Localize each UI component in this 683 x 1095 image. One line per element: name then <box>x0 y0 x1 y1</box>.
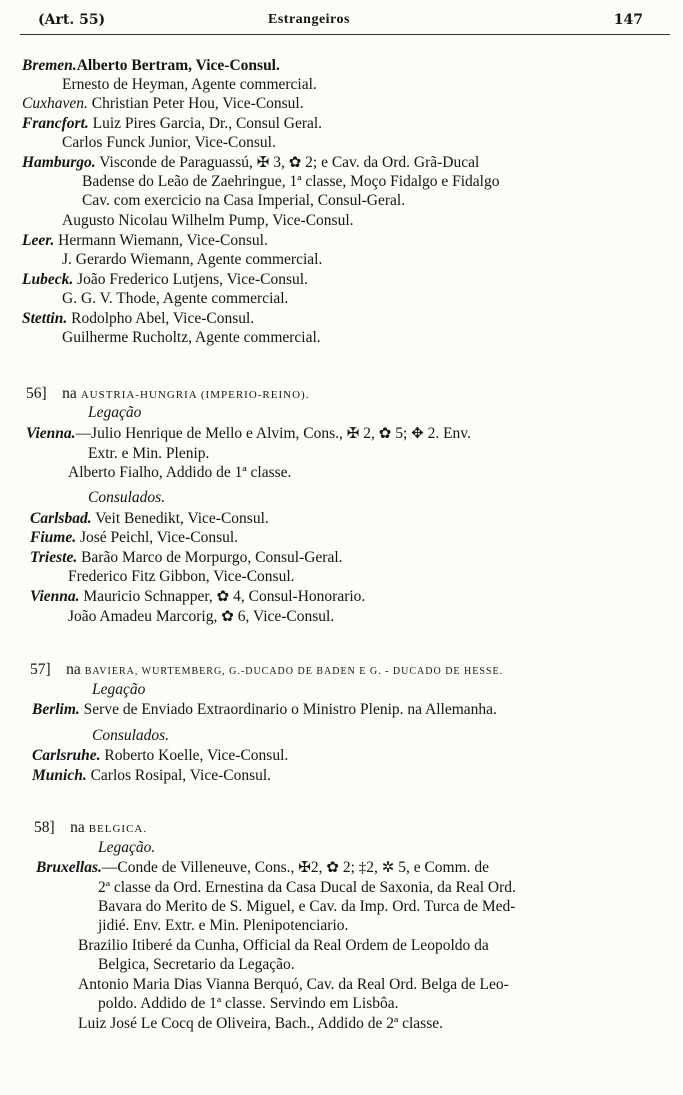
order-rose-icon: ✿ <box>378 426 392 442</box>
entry-vienna-consul <box>30 587 365 607</box>
entry-line: Alberto Fialho, Addido de 1ª classe. <box>68 464 292 481</box>
entry-line: Bavara do Merito de S. Miguel, e Cav. da Imp. Ord. Turca de Med- <box>98 898 516 915</box>
subheading-legacao: Legação <box>88 404 142 421</box>
order-cross-icon: ✠ <box>346 426 360 442</box>
city-label: Vienna. <box>30 588 80 605</box>
entry-text: José Peichl, Vice-Consul. <box>79 529 239 546</box>
entry-line: Ernesto de Heyman, Agente commercial. <box>62 76 317 93</box>
order-grade: 6, <box>237 608 250 625</box>
entry-text: —Conde de Villeneuve, Cons., <box>101 859 295 876</box>
entry-line: Cav. com exercicio na Casa Imperial, Consul-Geral. <box>82 192 406 209</box>
order-grade: 2, <box>363 425 375 442</box>
section-country: AUSTRIA-HUNGRIA (IMPERIO-REINO). <box>80 389 310 401</box>
entry-line: Augusto Nicolau Wilhelm Pump, Vice-Consul. <box>62 212 354 229</box>
order-rose-icon: ✿ <box>326 860 339 876</box>
city-label: Stettin. <box>22 310 68 327</box>
entry-marcorig <box>68 607 334 627</box>
header-rule <box>20 34 670 35</box>
order-rose-icon: ✿ <box>221 609 234 625</box>
entry-line: poldo. Addido de 1ª classe. Servindo em Lisbôa. <box>98 995 399 1012</box>
city-label: Munich. <box>32 767 87 784</box>
entry-line: J. Gerardo Wiemann, Agente commercial. <box>62 251 323 268</box>
order-grade: 2; <box>305 154 318 171</box>
entry-bremen <box>22 56 280 76</box>
entry-berlim <box>32 700 497 720</box>
entry-text: Roberto Koelle, Vice-Consul. <box>104 747 289 764</box>
city-label: Berlim. <box>32 701 80 718</box>
city-label: Trieste. <box>30 549 78 566</box>
dagger-cross-icon: ‡ <box>358 860 367 876</box>
order-star-icon: ✥ <box>411 426 424 442</box>
entry-hamburgo <box>22 153 479 173</box>
entry-text: —Julio Henrique de Mello e Alvim, Cons., <box>75 425 343 442</box>
entry-line: Frederico Fitz Gibbon, Vice-Consul. <box>68 568 295 585</box>
section-number: 58] <box>34 819 55 836</box>
entry-carlsbad <box>30 509 269 529</box>
order-grade: 2, <box>310 859 323 876</box>
entry-text: Luiz Pires Garcia, Dr., Consul Geral. <box>92 115 323 132</box>
entry-text: Alberto Bertram, Vice-Consul. <box>76 57 280 74</box>
subheading-legacao: Legação. <box>98 839 156 856</box>
entry-munich <box>32 766 271 786</box>
entry-line: G. G. V. Thode, Agente commercial. <box>62 290 289 307</box>
entry-cuxhaven <box>22 94 304 114</box>
running-header <box>0 12 683 34</box>
order-grade: 2; <box>342 859 355 876</box>
entry-text: Christian Peter Hou, Vice-Consul. <box>91 95 304 112</box>
entry-line: Belgica, Secretario da Legação. <box>98 956 295 973</box>
section-prefix: na <box>66 661 81 678</box>
city-label: Cuxhaven. <box>22 95 88 112</box>
city-label: Bruxellas. <box>36 859 102 876</box>
entry-vienna-legation <box>26 424 471 444</box>
order-grade: 2, <box>366 859 378 876</box>
city-label: Carlsruhe. <box>32 747 101 764</box>
entry-text: Barão Marco de Morpurgo, Consul-Geral. <box>81 549 343 566</box>
section-prefix: na <box>62 385 77 402</box>
entry-line: 2ª classe da Ord. Ernestina da Casa Ducal de Saxonia, da Real Ord. <box>98 879 516 896</box>
section-country: BAVIERA, WURTEMBERG, G.-DUCADO DE BADEN E G. - DUCADO DE HESSE. <box>84 666 504 677</box>
entry-line: Luiz José Le Cocq de Oliveira, Bach., Addido de 2ª classe. <box>78 1015 443 1032</box>
entry-line: Antonio Maria Dias Vianna Berquó, Cav. da Real Ord. Belga de Leo- <box>78 976 509 993</box>
subheading-consulados: Consulados. <box>92 727 170 744</box>
order-cross-icon: ✠ <box>298 860 311 876</box>
entry-text: Veit Benedikt, Vice-Consul. <box>95 510 269 527</box>
section-heading-56 <box>26 384 309 405</box>
section-heading-57 <box>30 660 503 682</box>
section-country: BELGICA. <box>88 823 148 835</box>
entry-lubeck <box>22 270 308 290</box>
order-grade: 4, <box>233 588 245 605</box>
city-label: Hamburgo. <box>22 154 96 171</box>
order-grade: 3, <box>273 154 285 171</box>
running-title: Estrangeiros <box>268 12 350 27</box>
entry-francfort <box>22 114 322 134</box>
entry-text: João Amadeu Marcorig, <box>68 608 218 625</box>
section-heading-58 <box>34 818 147 839</box>
entry-stettin <box>22 309 254 329</box>
city-label: Bremen. <box>22 57 77 74</box>
entry-text: Carlos Rosipal, Vice-Consul. <box>90 767 272 784</box>
entry-text: Mauricio Schnapper, <box>83 588 213 605</box>
entry-bruxellas <box>36 858 489 878</box>
order-rose-icon: ✿ <box>216 589 230 605</box>
subheading-legacao: Legação <box>92 681 146 698</box>
entry-text: João Frederico Lutjens, Vice-Consul. <box>77 271 308 288</box>
city-label: Carlsbad. <box>30 510 92 527</box>
city-label: Leer. <box>22 232 55 249</box>
page-number: 147 <box>613 12 643 28</box>
section-prefix: na <box>70 819 85 836</box>
entry-line: Brazilio Itiberé da Cunha, Official da Real Ordem de Leopoldo da <box>78 937 489 954</box>
entry-text: e Comm. de <box>413 859 490 876</box>
entry-trieste <box>30 548 343 568</box>
entry-fiume <box>30 528 238 548</box>
city-label: Francfort. <box>22 115 89 132</box>
entry-text: Serve de Enviado Extraordinario o Ministro Plenip. na Allemanha. <box>83 701 497 718</box>
entry-text: Vice-Consul. <box>252 608 335 625</box>
entry-text: e Cav. da Ord. Grã-Ducal <box>321 154 480 171</box>
entry-line: Guilherme Rucholtz, Agente commercial. <box>62 329 321 346</box>
city-label: Fiume. <box>30 529 77 546</box>
order-grade: 5, <box>398 859 410 876</box>
order-cross-icon: ✠ <box>256 155 270 171</box>
article-ref: (Art. 55) <box>38 12 106 28</box>
city-label: Lubeck. <box>22 271 74 288</box>
entry-leer <box>22 231 268 251</box>
order-star-icon: ✲ <box>381 860 395 876</box>
city-label: Vienna. <box>26 425 76 442</box>
order-grade: 5; <box>395 425 408 442</box>
entry-text: Visconde de Paraguassú, <box>99 154 253 171</box>
entry-text: Hermann Wiemann, Vice-Consul. <box>58 232 268 249</box>
section-number: 57] <box>30 661 51 678</box>
subheading-consulados: Consulados. <box>88 489 166 506</box>
order-rose-icon: ✿ <box>288 155 302 171</box>
entry-line: Badense do Leão de Zaehringue, 1ª classe, Moço Fidalgo e Fidalgo <box>82 173 500 190</box>
entry-text: Consul-Honorario. <box>248 588 366 605</box>
entry-carlsruhe <box>32 746 288 766</box>
entry-line: Carlos Funck Junior, Vice-Consul. <box>62 134 276 151</box>
section-number: 56] <box>26 385 47 402</box>
entry-line: Extr. e Min. Plenip. <box>88 445 210 462</box>
entry-text: Rodolpho Abel, Vice-Consul. <box>71 310 255 327</box>
entry-text: 2. Env. <box>427 425 471 442</box>
entry-line: jidié. Env. Extr. e Min. Plenipotenciario. <box>98 917 349 934</box>
